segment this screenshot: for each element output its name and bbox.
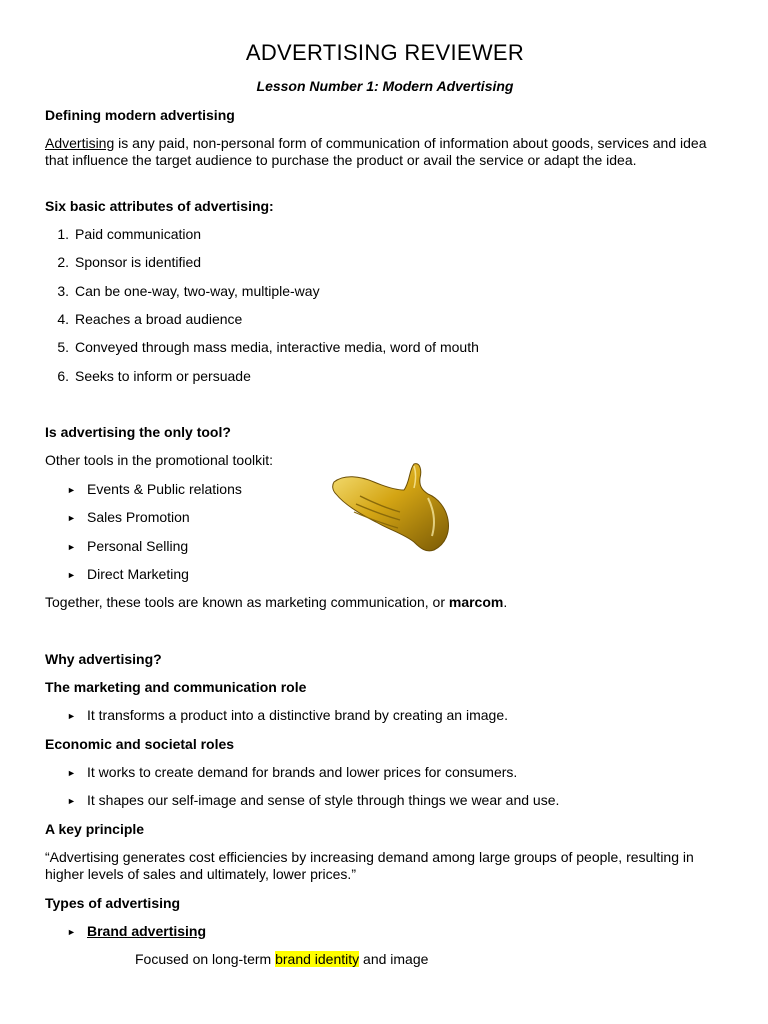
bullet-icon: ► [67,570,76,580]
list-item: ► Personal Selling [67,538,189,554]
list-item: ► It shapes our self-image and sense of style through things we wear and use. [67,792,560,808]
bullet-icon: ► [67,796,76,806]
definition-paragraph [45,135,725,169]
list-item: ► It works to create demand for brands and lower prices for consumers. [67,764,518,780]
list-item: 1. Paid communication [57,226,202,242]
heading-why: Why advertising? [45,651,162,667]
heading-tools: Is advertising the only tool? [45,424,231,440]
heading-attributes: Six basic attributes of advertising: [45,198,274,214]
heading-defining: Defining modern advertising [45,107,235,123]
heading-economic-role: Economic and societal roles [45,736,235,752]
list-item: ► Sales Promotion [67,509,190,525]
document-title: ADVERTISING REVIEWER [245,40,525,65]
heading-marketing-role: The marketing and communication role [45,679,307,695]
list-item: ► It transforms a product into a distinctive brand by creating an image. [67,707,508,723]
bullet-icon: ► [67,513,76,523]
list-item: 2. Sponsor is identified [57,254,202,270]
lesson-subtitle: Lesson Number 1: Modern Advertising [256,78,514,94]
term-advertising: Advertising [45,135,115,151]
list-item: 4. Reaches a broad audience [57,311,243,327]
definition-text: is any paid, non-personal form of communication of information about goods, services and idea that influence the target audience to purchase the product or avail the service or adapt the idea. [45,135,707,168]
tools-intro: Other tools in the promotional toolkit: [45,452,274,468]
golden-hand-icon [330,460,455,555]
list-item: 3. Can be one-way, two-way, multiple-way [57,283,320,299]
bullet-icon: ► [67,711,76,721]
tools-summary: Together, these tools are known as marketing communication, or marcom. [45,594,508,610]
list-item: 6. Seeks to inform or persuade [57,368,251,384]
list-item [67,923,206,941]
list-item: ► Events & Public relations [67,481,242,497]
principle-quote: “Advertising generates cost efficiencies by increasing demand among large groups of people, resulting in higher levels of sales and ultimately, lower prices.” [45,849,694,882]
list-item: 5. Conveyed through mass media, interactive media, word of mouth [57,339,479,355]
heading-principle: A key principle [45,821,145,837]
bullet-icon: ► [67,927,76,937]
highlight-brand-identity: brand identity [275,951,360,967]
heading-types: Types of advertising [45,895,181,911]
term-marcom: marcom [448,594,504,610]
bullet-icon: ► [67,485,76,495]
brand-advertising-label: Brand advertising [87,923,207,939]
bullet-icon: ► [67,542,76,552]
brand-advertising-description: Focused on long-term brand identity and image [135,951,429,967]
list-item: ► Direct Marketing [67,566,189,582]
bullet-icon: ► [67,768,76,778]
